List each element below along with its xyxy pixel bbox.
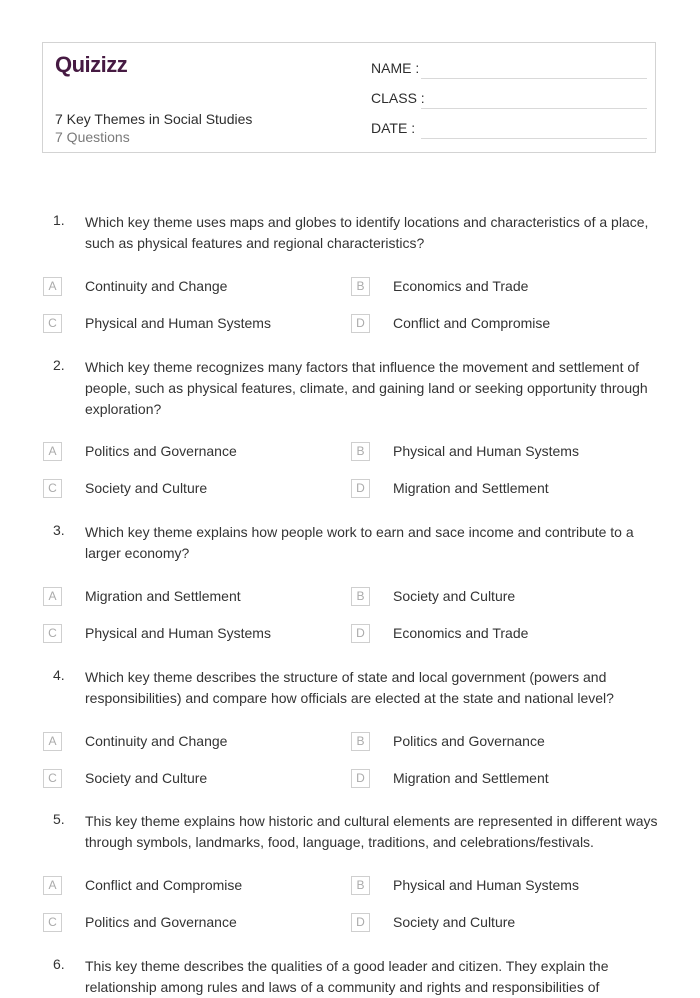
option-letter: B [351, 442, 370, 461]
option-text: Society and Culture [85, 770, 208, 786]
option-text: Society and Culture [85, 480, 208, 496]
option-letter: D [351, 624, 370, 643]
option-letter: C [43, 479, 62, 498]
class-field[interactable] [371, 87, 647, 109]
option-text: Society and Culture [393, 914, 516, 930]
date-line [421, 138, 647, 139]
question-text: Which key theme describes the structure of state and local government (powers and responsibilities) and compare how officials are elected at the state and national level? [85, 669, 614, 706]
option-text: Continuity and Change [85, 733, 228, 749]
option-text: Politics and Governance [393, 733, 545, 749]
option-text: Migration and Settlement [393, 770, 549, 786]
question-count: 7 Questions [55, 129, 130, 145]
question-number: 4. [53, 667, 65, 683]
option-letter: D [351, 479, 370, 498]
option-text: Politics and Governance [85, 443, 237, 459]
question-text: Which key theme explains how people work to earn and sace income and contribute to a larger economy? [85, 524, 634, 561]
option-text: Migration and Settlement [393, 480, 549, 496]
option-letter: C [43, 314, 62, 333]
option-letter: C [43, 913, 62, 932]
question-number: 1. [53, 212, 65, 228]
date-field[interactable] [371, 117, 647, 139]
name-field[interactable] [371, 57, 647, 79]
option-text: Physical and Human Systems [393, 443, 579, 459]
option-letter: B [351, 587, 370, 606]
option-text: Politics and Governance [85, 914, 237, 930]
option-letter: C [43, 624, 62, 643]
option-text: Economics and Trade [393, 278, 529, 294]
question-text: This key theme explains how historic and cultural elements are represented in different ways through symbols, landmarks, food, language, traditions, and celebrations/festivals. [85, 813, 658, 850]
option-letter: D [351, 314, 370, 333]
option-text: Migration and Settlement [85, 588, 241, 604]
option-letter: A [43, 277, 62, 296]
option-letter: D [351, 769, 370, 788]
option-text: Physical and Human Systems [85, 625, 271, 641]
option-letter: C [43, 769, 62, 788]
option-text: Conflict and Compromise [393, 315, 551, 331]
question-number: 3. [53, 522, 65, 538]
date-label: DATE : [371, 120, 416, 136]
option-letter: A [43, 587, 62, 606]
question-text: Which key theme recognizes many factors that influence the movement and settlement of people, such as physical features, climate, and gaining land or seeking opportunity through exploration? [85, 359, 648, 417]
option-letter: A [43, 732, 62, 751]
question-number: 6. [53, 956, 65, 972]
option-letter: D [351, 913, 370, 932]
option-letter: B [351, 732, 370, 751]
question-text: This key theme describes the qualities of a good leader and citizen. They explain the relationship among rules and laws of a community and rights and responsibilities of [85, 958, 609, 995]
option-letter: A [43, 876, 62, 895]
option-letter: B [351, 876, 370, 895]
option-text: Conflict and Compromise [85, 877, 243, 893]
question-number: 5. [53, 811, 65, 827]
name-line [421, 78, 647, 79]
option-letter: B [351, 277, 370, 296]
option-text: Continuity and Change [85, 278, 228, 294]
quizizz-logo: Quizizz [55, 52, 128, 77]
option-letter: A [43, 442, 62, 461]
worksheet-header [42, 42, 656, 153]
class-line [421, 108, 647, 109]
question-number: 2. [53, 357, 65, 373]
option-text: Physical and Human Systems [85, 315, 271, 331]
class-label: CLASS : [371, 90, 425, 106]
name-label: NAME : [371, 60, 420, 76]
option-text: Society and Culture [393, 588, 516, 604]
option-text: Economics and Trade [393, 625, 529, 641]
worksheet-title: 7 Key Themes in Social Studies [55, 111, 253, 127]
question-text: Which key theme uses maps and globes to identify locations and characteristics of a place, such as physical features and regional characteristics? [85, 214, 649, 251]
option-text: Physical and Human Systems [393, 877, 579, 893]
